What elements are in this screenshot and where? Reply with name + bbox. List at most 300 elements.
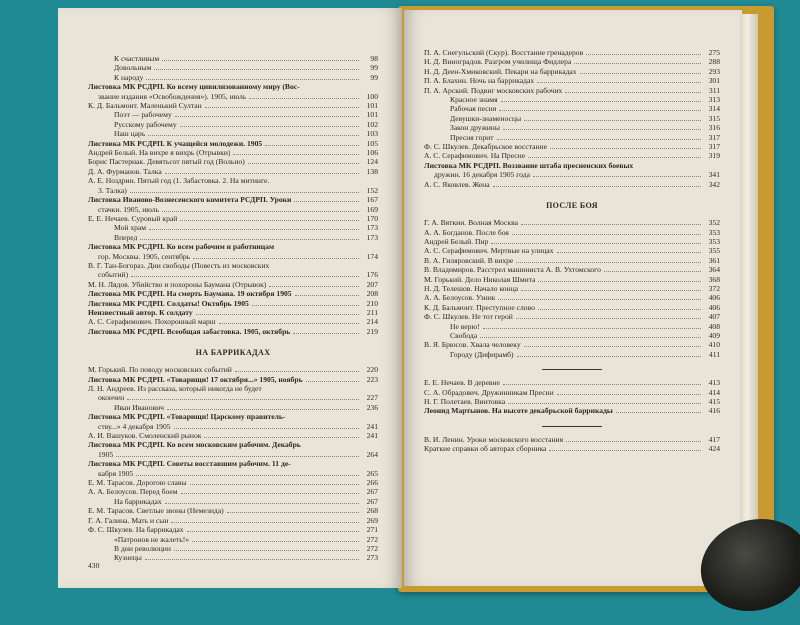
toc-entry-page: 414 bbox=[708, 387, 720, 397]
toc-leader-dots bbox=[235, 371, 359, 372]
toc-entry-page: 314 bbox=[708, 104, 720, 114]
toc-entry-page: 236 bbox=[366, 402, 378, 412]
toc-entry bbox=[88, 120, 378, 129]
toc-entry bbox=[88, 506, 378, 515]
toc-entry-page: 266 bbox=[366, 478, 378, 488]
toc-entry-page: 313 bbox=[708, 95, 720, 105]
toc-leader-dots bbox=[503, 384, 701, 385]
toc-entry-title: Н. Г. Полетаев. Винтовка bbox=[424, 397, 506, 406]
toc-leader-dots bbox=[205, 107, 359, 108]
toc-entry bbox=[88, 129, 378, 138]
toc-entry-title: Е. М. Тарасов. Дорогою славы bbox=[88, 478, 187, 488]
toc-entry-page: 301 bbox=[708, 76, 720, 86]
toc-entry-page: 214 bbox=[366, 317, 378, 327]
toc-entry-page: 220 bbox=[366, 365, 378, 375]
toc-entry bbox=[424, 170, 720, 179]
toc-leader-dots bbox=[512, 234, 701, 235]
toc-entry-page: 372 bbox=[708, 283, 720, 293]
toc-leader-dots bbox=[524, 346, 701, 347]
toc-leader-dots bbox=[586, 54, 701, 55]
toc-entry-title: Листовка МК РСДРП. «Товарищи! Царскому правитель- bbox=[88, 412, 286, 422]
toc-entry-page: 169 bbox=[366, 204, 378, 214]
toc-entry bbox=[424, 275, 720, 284]
toc-entry-title: А. С. Серафимович. Похоронный марш bbox=[88, 317, 216, 327]
toc-leader-dots bbox=[180, 126, 359, 127]
toc-entry-page: 424 bbox=[708, 444, 720, 454]
toc-entry-page: 408 bbox=[708, 321, 720, 331]
toc-entry-page: 341 bbox=[708, 170, 720, 180]
toc-entry bbox=[424, 67, 720, 76]
toc-entry-title: В. И. Ленин. Уроки московского восстания bbox=[424, 434, 564, 444]
toc-leader-dots bbox=[167, 409, 359, 410]
toc-entry bbox=[424, 340, 720, 349]
toc-leader-dots bbox=[190, 484, 359, 485]
toc-entry bbox=[88, 553, 378, 562]
toc-entry bbox=[88, 431, 378, 440]
toc-entry-title: К народу bbox=[114, 72, 144, 82]
toc-leader-dots bbox=[538, 309, 701, 310]
toc-entry bbox=[88, 375, 378, 384]
toc-entry-title: А. А. Богданов. После боя bbox=[424, 227, 509, 237]
toc-entry bbox=[424, 57, 720, 66]
toc-entry bbox=[424, 95, 720, 104]
toc-entry-title: В дни революции bbox=[114, 543, 171, 553]
toc-entry bbox=[88, 139, 378, 148]
toc-entry-title: К. Д. Бальмонт. Маленький Султан bbox=[88, 101, 202, 111]
toc-entry-page: 105 bbox=[366, 138, 378, 148]
toc-entry-title: звание издания «Освобождения»). 1905, июль bbox=[98, 91, 247, 101]
toc-leader-dots bbox=[127, 399, 359, 400]
toc-entry bbox=[88, 82, 378, 91]
toc-entry bbox=[88, 544, 378, 553]
toc-entry-page: 316 bbox=[708, 123, 720, 133]
toc-entry-page: 272 bbox=[366, 534, 378, 544]
toc-entry-page: 317 bbox=[708, 132, 720, 142]
toc-entry-page: 406 bbox=[708, 293, 720, 303]
toc-entry bbox=[424, 265, 720, 274]
toc-entry-page: 368 bbox=[708, 274, 720, 284]
toc-entry-page: 319 bbox=[708, 151, 720, 161]
toc-entry-page: 265 bbox=[366, 468, 378, 478]
toc-leader-dots bbox=[140, 239, 359, 240]
toc-entry-page: 106 bbox=[366, 148, 378, 158]
toc-entry-title: Мой храм bbox=[114, 223, 147, 233]
toc-entry bbox=[424, 161, 720, 170]
toc-entry bbox=[424, 256, 720, 265]
toc-entry-page: 275 bbox=[708, 48, 720, 57]
toc-group-4 bbox=[424, 218, 720, 359]
toc-entry bbox=[88, 327, 378, 336]
toc-entry bbox=[88, 478, 378, 487]
toc-entry-title: В. Владимиров. Расстрел машиниста А. В. Ухтомского bbox=[424, 265, 601, 275]
toc-entry-title: К счастливым bbox=[114, 54, 160, 63]
toc-leader-dots bbox=[516, 262, 701, 263]
toc-entry-title: Рабочая песня bbox=[450, 104, 497, 114]
toc-entry bbox=[88, 487, 378, 496]
toc-entry-page: 211 bbox=[366, 307, 378, 317]
toc-entry bbox=[424, 312, 720, 321]
toc-entry-title: А. С. Яковлев. Жена bbox=[424, 179, 490, 189]
toc-leader-dots bbox=[517, 356, 701, 357]
toc-leader-dots bbox=[499, 110, 701, 111]
toc-entry bbox=[88, 92, 378, 101]
toc-leader-dots bbox=[557, 394, 701, 395]
toc-entry-page: 413 bbox=[708, 378, 720, 388]
toc-entry bbox=[88, 148, 378, 157]
toc-entry-title: С. А. Обрадович. Дружинникам Пресни bbox=[424, 387, 554, 397]
toc-entry-title: Вперед bbox=[114, 232, 138, 242]
toc-entry-page: 293 bbox=[708, 66, 720, 76]
toc-entry-page: 227 bbox=[366, 393, 378, 403]
toc-leader-dots bbox=[154, 69, 359, 70]
toc-leader-dots bbox=[149, 229, 359, 230]
toc-leader-dots bbox=[162, 60, 359, 61]
toc-entry-title: А. С. Серафимович. На Пресне bbox=[424, 151, 526, 161]
toc-entry-page: 410 bbox=[708, 340, 720, 350]
toc-entry-title: событий) bbox=[98, 270, 129, 280]
page-edges bbox=[740, 14, 758, 584]
toc-entry-title: Л. Н. Андреев. Из рассказа, который никогда не будет bbox=[88, 384, 262, 393]
toc-leader-dots bbox=[538, 281, 701, 282]
toc-leader-dots bbox=[192, 541, 359, 542]
toc-entry bbox=[88, 440, 378, 449]
toc-entry-page: 416 bbox=[708, 406, 720, 416]
toc-entry-page: 271 bbox=[366, 525, 378, 535]
toc-leader-dots bbox=[233, 154, 359, 155]
toc-leader-dots bbox=[130, 192, 359, 193]
toc-leader-dots bbox=[537, 82, 701, 83]
toc-entry bbox=[88, 384, 378, 393]
left-page bbox=[58, 8, 402, 588]
right-page bbox=[404, 10, 742, 586]
toc-entry-page: 411 bbox=[708, 349, 720, 359]
toc-entry bbox=[424, 397, 720, 406]
toc-entry bbox=[424, 246, 720, 255]
toc-entry-title: 3. Талка) bbox=[98, 185, 127, 195]
toc-entry bbox=[424, 151, 720, 160]
toc-entry-title: стачки. 1905, июль bbox=[98, 204, 160, 214]
toc-entry-title: Листовка МК РСДРП. Ко всему цивилизованному миру (Вос- bbox=[88, 82, 300, 92]
toc-leader-dots bbox=[174, 428, 359, 429]
toc-entry bbox=[424, 133, 720, 142]
toc-entry-title: А. С. Серафимович. Мертвые на улицах bbox=[424, 246, 554, 256]
toc-leader-dots bbox=[503, 129, 701, 130]
toc-entry-title: Не верю! bbox=[450, 321, 480, 331]
toc-leader-dots bbox=[293, 333, 359, 334]
toc-entry-page: 267 bbox=[366, 496, 378, 506]
toc-group-2 bbox=[88, 365, 378, 563]
toc-leader-dots bbox=[493, 186, 701, 187]
toc-entry bbox=[88, 289, 378, 298]
toc-leader-dots bbox=[528, 157, 701, 158]
toc-leader-dots bbox=[146, 79, 359, 80]
toc-entry-title: Листовка МК РСДРП. Всеобщая забастовка. 1905, октябрь bbox=[88, 326, 291, 336]
toc-entry-page: 407 bbox=[708, 312, 720, 322]
toc-leader-dots bbox=[193, 258, 359, 259]
toc-entry-page: 207 bbox=[366, 279, 378, 289]
toc-entry-title: кабря 1905 bbox=[98, 468, 134, 478]
toc-entry-title: Листовка МК РСДРП. Воззвание штаба пресненских боевых bbox=[424, 160, 634, 170]
toc-leader-dots bbox=[498, 299, 701, 300]
toc-entry-title: П. А. Арский. Подвиг московских рабочих bbox=[424, 85, 563, 95]
toc-entry-title: Кузнецы bbox=[114, 553, 142, 563]
toc-entry-title: гор. Москвы. 1905, сентябрь bbox=[98, 251, 191, 261]
toc-entry-title: М. Н. Лядов. Убийство и похороны Баумана (Отрывок) bbox=[88, 279, 267, 289]
toc-entry-page: 101 bbox=[366, 110, 378, 120]
toc-entry bbox=[88, 233, 378, 242]
toc-entry bbox=[424, 322, 720, 331]
toc-entry bbox=[424, 104, 720, 113]
toc-leader-dots bbox=[616, 412, 701, 413]
toc-entry-page: 170 bbox=[366, 213, 378, 223]
toc-entry-page: 415 bbox=[708, 397, 720, 406]
toc-entry bbox=[88, 459, 378, 468]
toc-entry bbox=[88, 516, 378, 525]
toc-entry bbox=[424, 388, 720, 397]
toc-entry bbox=[424, 218, 720, 227]
toc-entry-title: Листовка МК РСДРП. Ко всем рабочим и работницам bbox=[88, 242, 275, 252]
toc-entry bbox=[88, 110, 378, 119]
toc-leader-dots bbox=[480, 337, 701, 338]
toc-entry-title: ству...» 4 декабря 1905 bbox=[98, 421, 171, 431]
toc-entry-title: Довольным bbox=[114, 63, 152, 73]
toc-entry bbox=[424, 48, 720, 57]
toc-entry-page: 173 bbox=[366, 232, 378, 242]
toc-leader-dots bbox=[557, 252, 701, 253]
toc-entry bbox=[88, 365, 378, 374]
toc-entry bbox=[424, 86, 720, 95]
toc-entry bbox=[424, 76, 720, 85]
toc-entry bbox=[88, 167, 378, 176]
toc-entry bbox=[424, 284, 720, 293]
toc-entry-title: Русскому рабочему bbox=[114, 119, 177, 129]
toc-leader-dots bbox=[306, 381, 359, 382]
toc-entry bbox=[88, 54, 378, 63]
toc-entry-title: Свобода bbox=[450, 330, 478, 340]
toc-leader-dots bbox=[265, 145, 359, 146]
toc-entry-title: Неизвестный автор. К солдату bbox=[88, 307, 193, 317]
toc-entry bbox=[88, 63, 378, 72]
toc-leader-dots bbox=[148, 135, 359, 136]
toc-leader-dots bbox=[249, 98, 359, 99]
toc-entry-title: А. А. Белоусов. Перед боем bbox=[88, 487, 178, 497]
toc-leader-dots bbox=[501, 101, 701, 102]
toc-entry bbox=[88, 317, 378, 326]
toc-leader-dots bbox=[196, 314, 359, 315]
toc-entry bbox=[88, 101, 378, 110]
toc-entry bbox=[88, 186, 378, 195]
toc-entry-title: Листовка МК РСДРП. «Товарищи! 17 октября...» 1905, ноябрь bbox=[88, 374, 303, 384]
toc-entry bbox=[88, 223, 378, 232]
toc-entry-title: Г. А. Вяткин. Волная Москва bbox=[424, 218, 518, 228]
toc-entry bbox=[88, 497, 378, 506]
toc-entry-title: На баррикадах bbox=[114, 496, 162, 506]
toc-entry-page: 288 bbox=[708, 57, 720, 67]
toc-entry bbox=[88, 252, 378, 261]
toc-leader-dots bbox=[145, 559, 359, 560]
toc-entry bbox=[424, 444, 720, 453]
toc-leader-dots bbox=[165, 173, 359, 174]
toc-leader-dots bbox=[295, 295, 359, 296]
toc-entry-page: 138 bbox=[366, 166, 378, 176]
toc-entry-page: 241 bbox=[366, 431, 378, 441]
toc-leader-dots bbox=[516, 318, 701, 319]
toc-entry-title: дружин. 16 декабря 1905 года bbox=[434, 170, 530, 180]
toc-entry-page: 219 bbox=[366, 326, 378, 336]
toc-entry bbox=[424, 378, 720, 387]
toc-entry-title: Закон дружины bbox=[450, 123, 500, 133]
toc-entry bbox=[88, 469, 378, 478]
toc-entry-title: Д. А. Фурманов. Талка bbox=[88, 166, 162, 176]
toc-entry-title: А. Е. Ноздрин. Пятый год (1. Забастовка. 2. На митинге. bbox=[88, 176, 270, 186]
toc-entry-title: А. А. Белоусов. Узник bbox=[424, 293, 496, 303]
toc-entry-title: П. А. Снегульский (Скур). Восстание гренадеров bbox=[424, 48, 584, 57]
toc-entry-page: 167 bbox=[366, 195, 378, 205]
toc-entry bbox=[424, 123, 720, 132]
toc-entry-page: 101 bbox=[366, 101, 378, 111]
divider-rule bbox=[542, 426, 602, 427]
toc-entry bbox=[88, 195, 378, 204]
toc-entry-page: 99 bbox=[370, 72, 378, 82]
toc-entry-page: 315 bbox=[708, 113, 720, 123]
toc-entry bbox=[424, 180, 720, 189]
toc-entry bbox=[88, 299, 378, 308]
toc-entry-title: Листовка Иваново-Вознесенского комитета РСДРП. Уроки bbox=[88, 195, 292, 205]
toc-entry bbox=[424, 237, 720, 246]
toc-leader-dots bbox=[565, 92, 701, 93]
toc-entry bbox=[424, 114, 720, 123]
toc-entry-page: 176 bbox=[366, 270, 378, 280]
toc-entry-title: Поэт — рабочему bbox=[114, 110, 172, 120]
toc-entry-page: 208 bbox=[366, 289, 378, 299]
toc-group-3 bbox=[424, 48, 720, 189]
toc-entry-title: Наш царь bbox=[114, 129, 146, 139]
toc-leader-dots bbox=[187, 531, 359, 532]
toc-entry-page: 152 bbox=[366, 185, 378, 195]
toc-leader-dots bbox=[483, 328, 701, 329]
toc-entry-title: Листовка МК РСДРП. Солдаты! Октябрь 1905 bbox=[88, 298, 249, 308]
toc-entry-page: 352 bbox=[708, 218, 720, 228]
toc-entry-title: Ф. С. Шкулев. На баррикадах bbox=[88, 525, 184, 535]
toc-entry bbox=[424, 406, 720, 415]
toc-leader-dots bbox=[181, 493, 359, 494]
toc-entry-title: Ф. С. Шкулев. Декабрьское восстание bbox=[424, 142, 547, 152]
toc-entry bbox=[88, 176, 378, 185]
toc-entry-page: 173 bbox=[366, 223, 378, 233]
toc-entry-title: 1905 bbox=[98, 449, 114, 459]
toc-entry-title: Н. Д. Телешов. Начало конца bbox=[424, 283, 519, 293]
toc-entry-title: В. А. Гиляровский. В вихре bbox=[424, 255, 514, 265]
toc-entry-title: Андрей Белый. На вихре я вихрь (Отрывки) bbox=[88, 148, 231, 158]
toc-entry-title: Листовка МК РСДРП. На смерть Баумана. 19 октября 1905 bbox=[88, 289, 292, 299]
toc-entry-title: М. Горький. По поводу московских событий bbox=[88, 365, 232, 375]
toc-leader-dots bbox=[491, 243, 701, 244]
toc-entry-page: 102 bbox=[366, 119, 378, 129]
toc-entry bbox=[88, 422, 378, 431]
toc-leader-dots bbox=[165, 503, 359, 504]
toc-entry-title: Г. А. Галина. Мать и сын bbox=[88, 515, 169, 525]
toc-entry bbox=[424, 303, 720, 312]
toc-entry-title: Е. М. Тарасов. Светлые звоны (Немезида) bbox=[88, 506, 224, 516]
toc-entry bbox=[88, 242, 378, 251]
toc-entry-page: 361 bbox=[708, 255, 720, 265]
toc-entry bbox=[424, 350, 720, 359]
toc-entry bbox=[88, 450, 378, 459]
toc-entry-page: 174 bbox=[366, 251, 378, 261]
toc-entry bbox=[424, 435, 720, 444]
toc-entry-page: 99 bbox=[370, 63, 378, 73]
toc-entry bbox=[88, 270, 378, 279]
toc-entry-title: М. Горький. Дело Николая Шмита bbox=[424, 274, 536, 284]
toc-entry-title: В. Я. Брюсов. Хвала человеку bbox=[424, 340, 521, 350]
toc-leader-dots bbox=[116, 456, 359, 457]
toc-entry-page: 272 bbox=[366, 543, 378, 553]
toc-leader-dots bbox=[252, 305, 359, 306]
toc-entry-title: Е. Е. Нечаев. В деревне bbox=[424, 378, 500, 388]
toc-entry bbox=[88, 525, 378, 534]
toc-leader-dots bbox=[580, 73, 701, 74]
toc-leader-dots bbox=[248, 163, 359, 164]
toc-leader-dots bbox=[574, 63, 701, 64]
toc-leader-dots bbox=[549, 450, 701, 451]
toc-entry-page: 223 bbox=[366, 374, 378, 384]
toc-group-1 bbox=[88, 54, 378, 336]
toc-leader-dots bbox=[219, 323, 359, 324]
toc-entry bbox=[88, 412, 378, 421]
toc-entry bbox=[88, 535, 378, 544]
toc-entry-title: Андрей Белый. Пир bbox=[424, 236, 489, 246]
toc-entry-page: 342 bbox=[708, 179, 720, 189]
toc-entry-title: К. Д. Бальмонт. Преступное слово bbox=[424, 302, 535, 312]
toc-entry-page: 311 bbox=[708, 85, 720, 95]
toc-entry-page: 210 bbox=[366, 298, 378, 308]
toc-entry-title: Краткие справки об авторах сборника bbox=[424, 444, 547, 454]
toc-entry-page: 98 bbox=[370, 54, 378, 63]
toc-leader-dots bbox=[566, 441, 701, 442]
divider-rule bbox=[542, 369, 602, 370]
toc-leader-dots bbox=[269, 286, 359, 287]
toc-entry bbox=[88, 308, 378, 317]
toc-entry-title: Девушки-знаменосцы bbox=[450, 113, 522, 123]
toc-entry-title: окончен bbox=[98, 393, 125, 403]
toc-leader-dots bbox=[136, 475, 359, 476]
toc-entry-title: Леонид Мартынов. На высоте декабрьской баррикады bbox=[424, 406, 613, 416]
toc-entry-page: 406 bbox=[708, 302, 720, 312]
toc-entry-title: Ф. С. Шкулев. Не тот герой bbox=[424, 312, 513, 322]
toc-entry-title: Городу (Дифирамб) bbox=[450, 349, 514, 359]
toc-leader-dots bbox=[508, 403, 701, 404]
toc-entry-title: Пресня горит bbox=[450, 132, 494, 142]
toc-entry-page: 103 bbox=[366, 129, 378, 139]
toc-entry bbox=[88, 393, 378, 402]
toc-leader-dots bbox=[521, 224, 701, 225]
toc-entry bbox=[88, 280, 378, 289]
toc-entry bbox=[424, 293, 720, 302]
toc-entry-page: 273 bbox=[366, 553, 378, 563]
toc-leader-dots bbox=[175, 116, 359, 117]
toc-entry-page: 124 bbox=[366, 157, 378, 167]
toc-entry-title: Борис Пастернак. Девятьсот пятый год (Вольно) bbox=[88, 157, 245, 167]
toc-group-5 bbox=[424, 378, 720, 416]
toc-entry-title: Н. Д. Деен-Хмиковский. Пекари на баррикадах bbox=[424, 66, 577, 76]
toc-entry bbox=[88, 73, 378, 82]
toc-leader-dots bbox=[524, 120, 701, 121]
toc-entry-title: П. А. Блахин. Ночь на баррикадах bbox=[424, 76, 535, 86]
toc-entry-page: 353 bbox=[708, 236, 720, 246]
toc-leader-dots bbox=[294, 201, 359, 202]
toc-entry-title: А. И. Вашуков. Смоленский рынок bbox=[88, 431, 202, 441]
toc-entry-page: 353 bbox=[708, 227, 720, 237]
